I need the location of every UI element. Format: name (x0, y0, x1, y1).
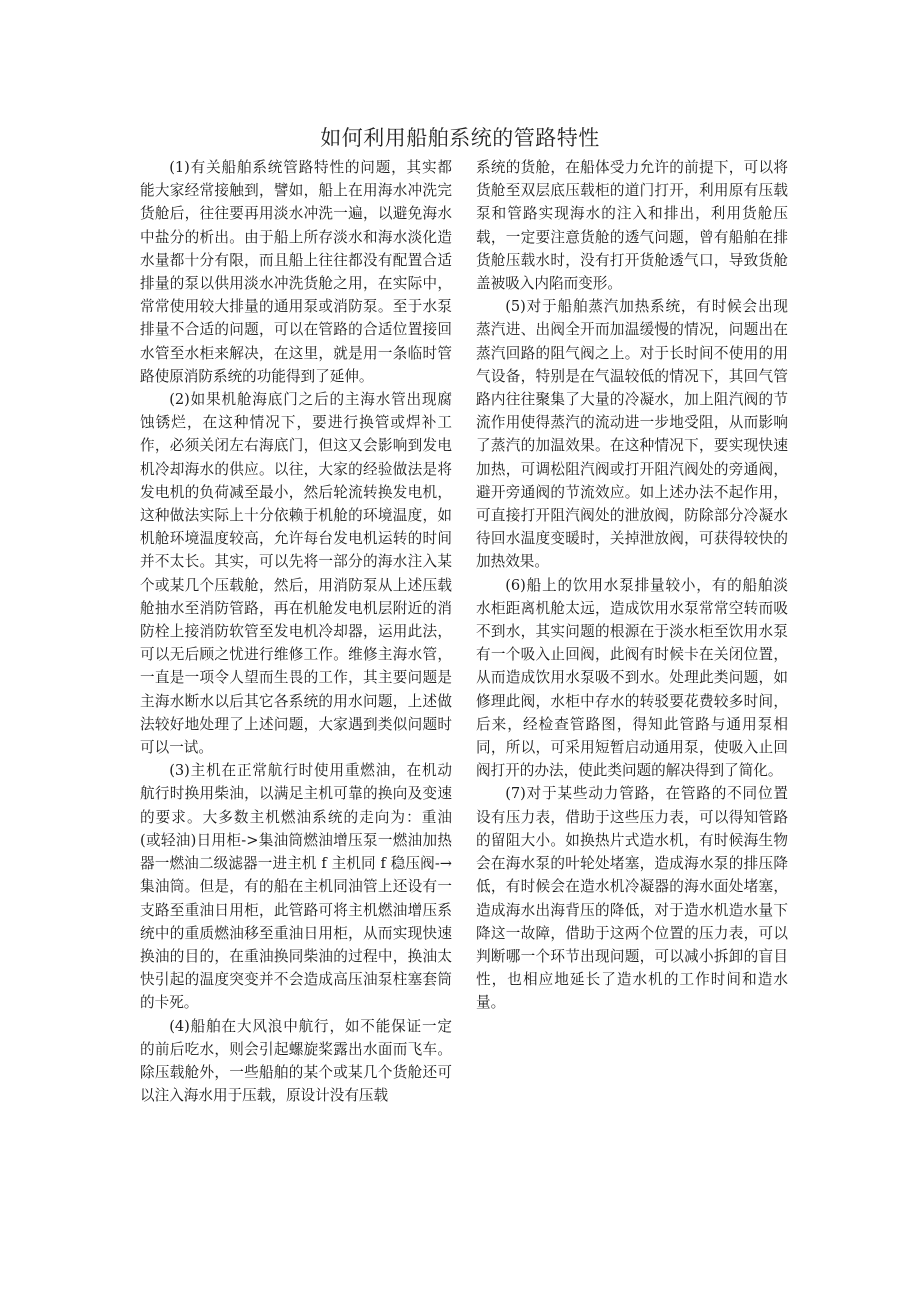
document-title: 如何利用船舶系统的管路特性 (320, 126, 600, 150)
paragraph-7: (7)对于某些动力管路，在管路的不同位置设有压力表，借助于这些压力表，可以得知管路的留阻大小。如换热片式造水机，有时候海生物会在海水泵的叶轮处堵塞，造成海水泵的排压降低，有时候会在造水机冷凝器的海水面处堵塞，造成海水出海背压的降低，对于造水机造水量下降这一故障，借助于这两个位置的压力表，可以判断哪一个环节出现问题，可以减小拆卸的盲目性，也相应地延长了造水机的工作时间和造水量。 (476, 785, 788, 1012)
paragraph-4: (4)船舶在大风浪中航行，如不能保证一定的前后吃水，则会引起螺旋桨露出水面而飞车。除压载舱外，一些船舶的某个或某几个货舱还可以注入海水用于压载，原设计没有压载 (140, 1017, 452, 1105)
paragraph-6: (6)船上的饮用水泵排量较小，有的船舶淡水柜距离机舱太远，造成饮用水泵常常空转而吸不到水，其实问题的根源在于淡水柜至饮用水泵有一个吸入止回阀，此阀有时候卡在关闭位置，从而造成饮用水泵吸不到水。处理此类问题，如修理此阀，水柜中存水的转驳要花费较多时间，后来，经检查管路图，得知此管路与通用泵相同，所以，可采用短暂启动通用泵，使吸入止回阀打开的办法，使此类问题的解决得到了简化。 (476, 576, 788, 780)
right-column (476, 156, 788, 1015)
left-column (140, 156, 452, 1107)
paragraph-4-continuation: 系统的货舱，在船体受力允许的前提下，可以将货舱至双层底压载柜的道门打开，利用原有压载泵和管路实现海水的注入和排出，利用货舱压载，一定要注意货舱的透气问题，曾有船舶在排货舱压载水时，没有打开货舱透气口，导致货舱盖被吸入内陷而变形。 (476, 159, 788, 293)
paragraph-2: (2)如果机舱海底门之后的主海水管出现腐蚀锈烂，在这种情况下，要进行换管或焊补工作，必须关闭左右海底门，但这又会影响到发电机冷却海水的供应。以往，大家的经验做法是将发电机的负荷减至最小，然后轮流转换发电机，这种做法实际上十分依赖于机舱的环境温度，如机舱环境温度较高，允许每台发电机运转的时间并不太长。其实，可以先将一部分的海水注入某个或某几个压载舱，然后，用消防泵从上述压载舱抽水至消防管路，再在机舱发电机层附近的消防栓上接消防软管至发电机冷却器，运用此法，可以无后顾之忧进行维修工作。维修主海水管，一直是一项令人望而生畏的工作，其主要问题是主海水断水以后其它各系统的用水问题，上述做法较好地处理了上述问题，大家遇到类似问题时可以一试。 (140, 391, 452, 757)
paragraph-5: (5)对于船舶蒸汽加热系统，有时候会出现蒸汽进、出阀全开而加温缓慢的情况，问题出在蒸汽回路的阻气阀之上。对于长时间不使用的用气设备，特别是在气温较低的情况下，其回气管路内往往聚集了大量的冷凝水，加上阻汽阀的节流作用使得蒸汽的流动进一步地受阻，从而影响了蒸汽的加温效果。在这种情况下，要实现快速加热，可调松阻汽阀或打开阻汽阀处的旁通阀，避开旁通阀的节流效应。如上述办法不起作用，可直接打开阻汽阀处的泄放阀，防除部分冷凝水待回水温度变暖时，关掉泄放阀，可获得较快的加热效果。 (476, 298, 788, 571)
paragraph-1: (1)有关船舶系统管路特性的问题，其实都能大家经常接触到，譬如，船上在用海水冲洗完货舱后，往往要再用淡水冲洗一遍，以避免海水中盐分的析出。由于船上所存淡水和海水淡化造水量都十分有限，而且船上往往都没有配置合适排量的泵以供用淡水冲洗货舱之用，在实际中，常常使用较大排量的通用泵或消防泵。至于水泵排量不合适的问题，可以在管路的合适位置接回水管至水柜来解决，在这里，就是用一条临时管路使原消防系统的功能得到了延伸。 (140, 159, 452, 385)
paragraph-3: (3)主机在正常航行时使用重燃油，在机动航行时换用柴油，以满足主机可靠的换向及变速的要求。大多数主机燃油系统的走向为：重油(或轻油)日用柜->集油筒燃油增压泵一燃油加热器一燃油二级滤器一进主机 f 主机同 f 稳压阀-→集油筒。但是，有的船在主机同油管上还设有一支路至重油日用柜，此管路可将主机燃油增压系统中的重质燃油移至重油日用柜，从而实现快速换油的目的，在重油换同柴油的过程中，换油太快引起的温度突变并不会造成高压油泵柱塞套筒的卡死。 (140, 762, 452, 1012)
